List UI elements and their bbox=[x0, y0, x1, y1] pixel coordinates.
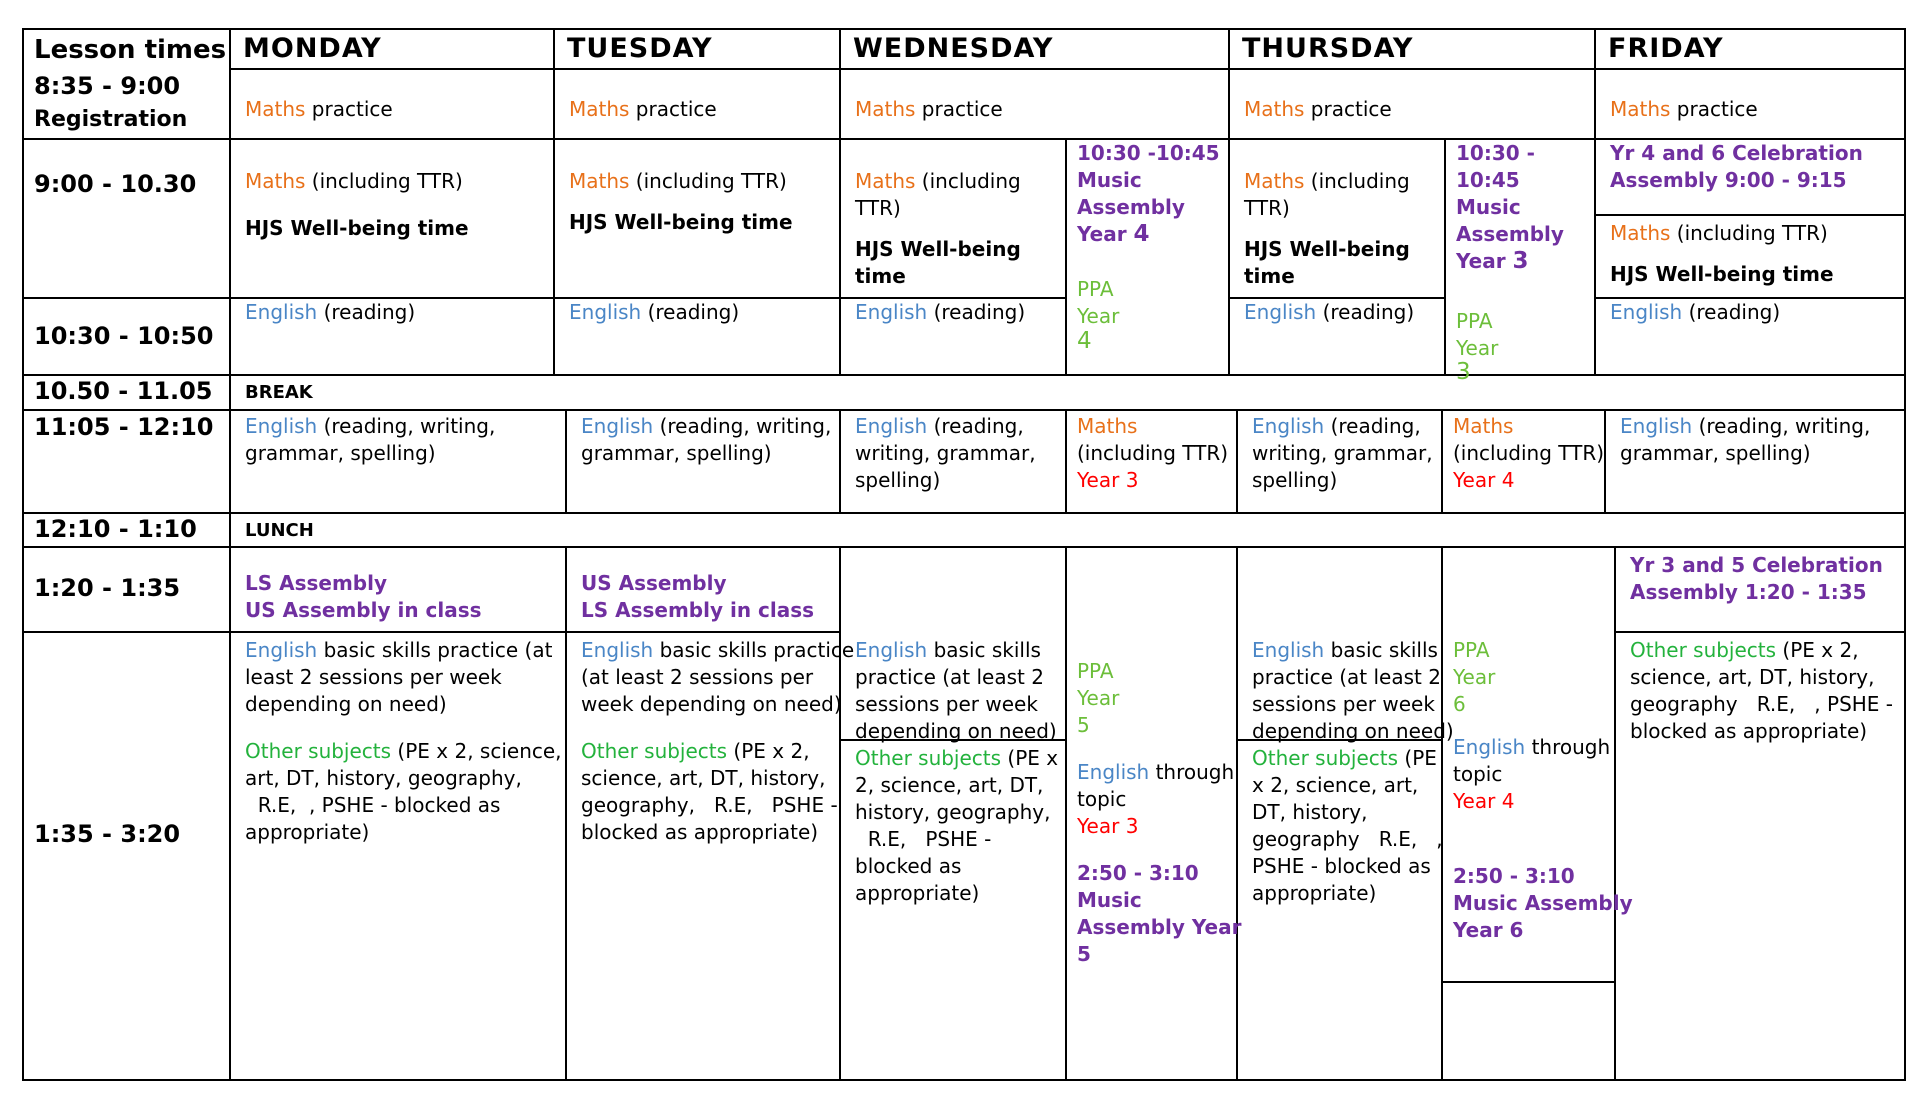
wednesday-pm-special bbox=[1067, 650, 1251, 968]
time-900: 9:00 - 10.30 bbox=[34, 170, 197, 198]
rwgs-text: spelling) bbox=[1252, 468, 1338, 492]
ttr-text: (including TTR) bbox=[1077, 441, 1229, 465]
grid-line bbox=[22, 297, 231, 299]
basic-skills-text: depending on need) bbox=[245, 692, 447, 716]
basic-skills-text: practice (at least 2 bbox=[855, 665, 1044, 689]
assembly-year-num: 4 bbox=[1133, 221, 1150, 247]
other-subjects-text: science, art, DT, history, bbox=[1630, 665, 1875, 689]
lunch-label: LUNCH bbox=[245, 520, 314, 541]
assembly-year-num: 3 bbox=[1512, 248, 1529, 274]
friday-english-rwgs bbox=[1606, 405, 1880, 467]
assembly-label: Music bbox=[1077, 168, 1142, 192]
ppa-year-num: 6 bbox=[1453, 692, 1466, 716]
through-text: through bbox=[1525, 735, 1611, 759]
time-1105: 11:05 - 12:10 bbox=[34, 413, 214, 441]
hjs-wellbeing: HJS Well-being time bbox=[1610, 262, 1834, 286]
monday-english-reading bbox=[231, 291, 425, 326]
year-label: Year 3 bbox=[1077, 468, 1139, 492]
hjs-wellbeing: HJS Well-being bbox=[1244, 237, 1410, 261]
other-subjects-text: appropriate) bbox=[1252, 881, 1377, 905]
basic-skills-text: basic skills practice bbox=[653, 638, 855, 662]
tuesday-maths-practice bbox=[555, 88, 727, 123]
thursday-basic-skills bbox=[1238, 629, 1464, 745]
time-label: 8:35 - 9:00 bbox=[34, 72, 181, 100]
grid-line bbox=[22, 138, 231, 140]
monday-maths-practice bbox=[231, 88, 403, 123]
wednesday-maths-ttr bbox=[841, 160, 1031, 290]
rwgs-text: writing, grammar, bbox=[855, 441, 1036, 465]
subject-english: English bbox=[855, 300, 928, 324]
grid-line bbox=[22, 374, 1906, 376]
assembly-label: 5 bbox=[1077, 942, 1091, 966]
ppa-label: PPA bbox=[1456, 309, 1493, 333]
hjs-wellbeing: HJS Well-being time bbox=[569, 210, 793, 234]
wednesday-maths-year3 bbox=[1067, 405, 1238, 494]
rwgs-text: (reading, writing, bbox=[1692, 414, 1871, 438]
header-friday: FRIDAY bbox=[1608, 33, 1724, 64]
celebration-label: Assembly 9:00 - 9:15 bbox=[1610, 168, 1847, 192]
other-subjects-text: x 2, science, art, bbox=[1252, 773, 1419, 797]
subject-other: Other subjects bbox=[855, 746, 1002, 770]
subject-english: English bbox=[245, 300, 318, 324]
ppa-year: Year bbox=[1453, 665, 1496, 689]
grid-line bbox=[22, 631, 231, 633]
ppa-year-num: 3 bbox=[1456, 359, 1471, 385]
wednesday-english-reading bbox=[841, 291, 1035, 326]
other-subjects-text: (PE bbox=[1398, 746, 1437, 770]
time-1210: 12:10 - 1:10 bbox=[34, 515, 197, 543]
subject-english: English bbox=[245, 638, 318, 662]
friday-celebration-assembly-pm bbox=[1616, 544, 1893, 606]
assembly-label: Assembly bbox=[1456, 222, 1564, 246]
through-text: through bbox=[1149, 760, 1235, 784]
wednesday-basic-skills bbox=[841, 629, 1067, 745]
subject-english: English bbox=[855, 414, 928, 438]
ppa-label: PPA bbox=[1077, 659, 1114, 683]
other-subjects-text: PSHE - blocked as bbox=[1252, 854, 1431, 878]
tuesday-afternoon bbox=[567, 629, 864, 846]
ttr-text: (including TTR) bbox=[629, 169, 787, 193]
hjs-wellbeing: time bbox=[855, 264, 906, 288]
wednesday-music-assembly bbox=[1067, 132, 1230, 248]
other-subjects-text: geography, R.E, PSHE - bbox=[581, 793, 838, 817]
subject-maths: Maths bbox=[1244, 97, 1305, 121]
grid-line bbox=[229, 68, 1906, 70]
tuesday-maths-ttr bbox=[555, 160, 803, 236]
thursday-pm-special bbox=[1443, 629, 1643, 944]
other-subjects-text: blocked as appropriate) bbox=[581, 820, 819, 844]
subject-english: English bbox=[855, 638, 928, 662]
practice-text: practice bbox=[305, 97, 393, 121]
other-subjects-text: (PE x 2, science, bbox=[391, 739, 562, 763]
other-subjects-text: (PE x 2, bbox=[1776, 638, 1859, 662]
subject-english: English bbox=[1244, 300, 1317, 324]
rwgs-text: (reading, writing, bbox=[653, 414, 832, 438]
assembly-time: 2:50 - 3:10 bbox=[1077, 861, 1199, 885]
subject-english: English bbox=[569, 300, 642, 324]
time-135: 1:35 - 3:20 bbox=[34, 820, 181, 848]
friday-english-reading bbox=[1596, 291, 1790, 326]
header-wednesday: WEDNESDAY bbox=[853, 33, 1054, 64]
subject-other: Other subjects bbox=[1252, 746, 1399, 770]
subject-maths: Maths bbox=[569, 97, 630, 121]
other-subjects-text: history, geography, bbox=[855, 800, 1051, 824]
wednesday-maths-practice bbox=[841, 88, 1013, 123]
time-1030: 10:30 - 10:50 bbox=[34, 322, 214, 350]
basic-skills-text: depending on need) bbox=[1252, 719, 1454, 743]
assembly-time: 10:30 -10:45 bbox=[1077, 141, 1220, 165]
subject-maths: Maths bbox=[569, 169, 630, 193]
subject-english: English bbox=[1077, 760, 1150, 784]
basic-skills-text: (at least 2 sessions per bbox=[581, 665, 814, 689]
thursday-english-rwgs bbox=[1238, 405, 1443, 494]
basic-skills-text: practice (at least 2 bbox=[1252, 665, 1441, 689]
time-1050: 10.50 - 11.05 bbox=[34, 377, 213, 405]
subject-maths: Maths bbox=[1610, 221, 1671, 245]
rwgs-text: writing, grammar, bbox=[1252, 441, 1433, 465]
friday-celebration-assembly-am bbox=[1596, 132, 1873, 194]
reading-text: (reading) bbox=[641, 300, 740, 324]
header-tuesday: TUESDAY bbox=[567, 33, 713, 64]
grid-line bbox=[22, 28, 1906, 30]
friday-maths-practice bbox=[1596, 88, 1768, 123]
monday-afternoon bbox=[231, 629, 572, 846]
subject-english: English bbox=[245, 414, 318, 438]
wednesday-other-subjects bbox=[841, 737, 1068, 907]
subject-english: English bbox=[1252, 638, 1325, 662]
assembly-label: Year 6 bbox=[1453, 918, 1524, 942]
subject-maths: Maths bbox=[245, 169, 306, 193]
other-subjects-text: art, DT, history, geography, bbox=[245, 766, 522, 790]
thursday-english-reading bbox=[1230, 291, 1424, 326]
other-subjects-text: (PE x 2, bbox=[727, 739, 810, 763]
celebration-label: Yr 4 and 6 Celebration bbox=[1610, 141, 1863, 165]
basic-skills-text: depending on need) bbox=[855, 719, 1057, 743]
rwgs-text: grammar, spelling) bbox=[1620, 441, 1811, 465]
other-subjects-text: R.E, PSHE - bbox=[855, 827, 992, 851]
thursday-ppa-am bbox=[1446, 300, 1508, 385]
other-subjects-text: appropriate) bbox=[855, 881, 980, 905]
subject-english: English bbox=[1610, 300, 1683, 324]
thursday-maths-year4 bbox=[1443, 405, 1614, 494]
ttr-text: (including bbox=[1304, 169, 1410, 193]
thursday-other-subjects bbox=[1238, 737, 1453, 907]
grid-line bbox=[22, 1079, 1906, 1081]
basic-skills-text: week depending on need) bbox=[581, 692, 842, 716]
reading-text: (reading) bbox=[927, 300, 1026, 324]
subject-english: English bbox=[581, 638, 654, 662]
ppa-label: PPA bbox=[1077, 277, 1114, 301]
year-label: Year 4 bbox=[1453, 789, 1515, 813]
subject-maths: Maths bbox=[1244, 169, 1305, 193]
thursday-maths-practice bbox=[1230, 88, 1402, 123]
subject-english: English bbox=[1453, 735, 1526, 759]
other-subjects-text: geography R.E, , bbox=[1252, 827, 1443, 851]
subject-english: English bbox=[581, 414, 654, 438]
hjs-wellbeing: time bbox=[1244, 264, 1295, 288]
ppa-year-num: 4 bbox=[1077, 328, 1092, 354]
subject-english: English bbox=[1252, 414, 1325, 438]
other-subjects-text: geography R.E, , PSHE - bbox=[1630, 692, 1894, 716]
ppa-year-num: 5 bbox=[1077, 713, 1090, 737]
other-subjects-text: blocked as bbox=[855, 854, 962, 878]
subject-maths: Maths bbox=[1453, 414, 1514, 438]
header-thursday: THURSDAY bbox=[1242, 33, 1414, 64]
monday-english-rwgs bbox=[231, 405, 505, 467]
friday-other-subjects bbox=[1616, 629, 1903, 745]
header-lesson-times: Lesson times bbox=[34, 35, 227, 65]
ppa-year: Year bbox=[1077, 686, 1120, 710]
grid-line bbox=[1441, 981, 1615, 983]
other-subjects-text: 2, science, art, DT, bbox=[855, 773, 1044, 797]
subject-maths: Maths bbox=[1610, 97, 1671, 121]
wednesday-english-rwgs bbox=[841, 405, 1046, 494]
rwgs-text: (reading, writing, bbox=[317, 414, 496, 438]
ttr-text: (including bbox=[915, 169, 1021, 193]
assembly-label: Music Assembly bbox=[1453, 891, 1633, 915]
basic-skills-text: sessions per week bbox=[855, 692, 1038, 716]
hjs-wellbeing: HJS Well-being bbox=[855, 237, 1021, 261]
assembly-time: 2:50 - 3:10 bbox=[1453, 864, 1575, 888]
thursday-maths-ttr bbox=[1230, 160, 1420, 290]
time-registration bbox=[34, 70, 187, 136]
celebration-label: Assembly 1:20 - 1:35 bbox=[1630, 580, 1867, 604]
friday-maths-ttr bbox=[1596, 212, 1844, 288]
assembly-label: Assembly Year bbox=[1077, 915, 1242, 939]
tuesday-english-rwgs bbox=[567, 405, 841, 467]
header-monday: MONDAY bbox=[243, 33, 382, 64]
monday-assembly bbox=[231, 562, 492, 624]
other-subjects-text: DT, history, bbox=[1252, 800, 1368, 824]
assembly-time: 10:30 - bbox=[1456, 141, 1535, 165]
assembly-year: Year bbox=[1077, 222, 1134, 246]
basic-skills-text: basic skills bbox=[1324, 638, 1438, 662]
rwgs-text: grammar, spelling) bbox=[245, 441, 436, 465]
practice-text: practice bbox=[629, 97, 717, 121]
grid-line bbox=[1904, 28, 1906, 1081]
ttr-text: (including TTR) bbox=[1453, 441, 1605, 465]
topic-text: topic bbox=[1077, 787, 1127, 811]
reading-text: (reading) bbox=[317, 300, 416, 324]
rwgs-text: spelling) bbox=[855, 468, 941, 492]
other-subjects-text: appropriate) bbox=[245, 820, 370, 844]
other-subjects-text: R.E, , PSHE - blocked as bbox=[245, 793, 501, 817]
assembly-label: US Assembly in class bbox=[245, 598, 482, 622]
practice-text: practice bbox=[1304, 97, 1392, 121]
rwgs-text: (reading, bbox=[1324, 414, 1421, 438]
celebration-label: Yr 3 and 5 Celebration bbox=[1630, 553, 1883, 577]
grid-line bbox=[22, 512, 1906, 514]
ppa-year: Year bbox=[1456, 336, 1499, 360]
time-120: 1:20 - 1:35 bbox=[34, 574, 181, 602]
tuesday-english-reading bbox=[555, 291, 749, 326]
subject-maths: Maths bbox=[245, 97, 306, 121]
monday-maths-ttr bbox=[231, 160, 479, 242]
other-subjects-text: blocked as appropriate) bbox=[1630, 719, 1868, 743]
subject-english: English bbox=[1620, 414, 1693, 438]
basic-skills-text: sessions per week bbox=[1252, 692, 1435, 716]
subject-other: Other subjects bbox=[245, 739, 392, 763]
subject-other: Other subjects bbox=[581, 739, 728, 763]
subject-maths: Maths bbox=[855, 169, 916, 193]
assembly-label: LS Assembly in class bbox=[581, 598, 815, 622]
assembly-label: US Assembly bbox=[581, 571, 727, 595]
year-label: Year 3 bbox=[1077, 814, 1139, 838]
basic-skills-text: basic skills practice (at bbox=[317, 638, 553, 662]
rwgs-text: (reading, bbox=[927, 414, 1024, 438]
time-label-sub: Registration bbox=[34, 107, 188, 132]
subject-maths: Maths bbox=[855, 97, 916, 121]
assembly-label: Assembly bbox=[1077, 195, 1185, 219]
hjs-wellbeing: HJS Well-being time bbox=[245, 216, 469, 240]
practice-text: practice bbox=[915, 97, 1003, 121]
subject-other: Other subjects bbox=[1630, 638, 1777, 662]
thursday-music-assembly bbox=[1446, 132, 1574, 275]
practice-text: practice bbox=[1670, 97, 1758, 121]
ppa-label: PPA bbox=[1453, 638, 1490, 662]
break-label: BREAK bbox=[245, 382, 313, 403]
other-subjects-text: science, art, DT, history, bbox=[581, 766, 826, 790]
assembly-label: Music bbox=[1077, 888, 1142, 912]
ttr-text: TTR) bbox=[855, 196, 901, 220]
assembly-time: 10:45 bbox=[1456, 168, 1520, 192]
year-label: Year 4 bbox=[1453, 468, 1515, 492]
ttr-text: (including TTR) bbox=[305, 169, 463, 193]
grid-line bbox=[22, 28, 24, 1081]
ppa-year: Year bbox=[1077, 304, 1120, 328]
topic-text: topic bbox=[1453, 762, 1503, 786]
ttr-text: (including TTR) bbox=[1670, 221, 1828, 245]
ttr-text: TTR) bbox=[1244, 196, 1290, 220]
basic-skills-text: basic skills bbox=[927, 638, 1041, 662]
assembly-year: Year bbox=[1456, 249, 1513, 273]
other-subjects-text: (PE x bbox=[1001, 746, 1059, 770]
basic-skills-text: least 2 sessions per week bbox=[245, 665, 502, 689]
tuesday-assembly bbox=[567, 562, 824, 624]
assembly-label: LS Assembly bbox=[245, 571, 388, 595]
reading-text: (reading) bbox=[1682, 300, 1781, 324]
rwgs-text: grammar, spelling) bbox=[581, 441, 772, 465]
subject-maths: Maths bbox=[1077, 414, 1138, 438]
wednesday-ppa-am bbox=[1067, 268, 1129, 352]
reading-text: (reading) bbox=[1316, 300, 1415, 324]
assembly-label: Music bbox=[1456, 195, 1521, 219]
